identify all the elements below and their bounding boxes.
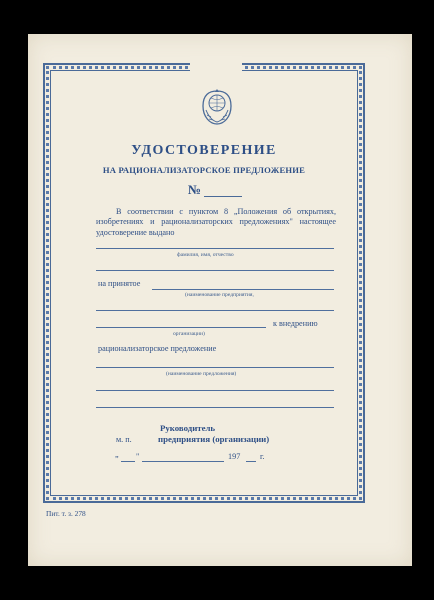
- organization-line: [96, 327, 266, 328]
- date-open-quote: „: [115, 450, 119, 459]
- number-sign: №: [188, 182, 202, 197]
- state-emblem-icon: [198, 86, 236, 128]
- year-line: [246, 461, 256, 462]
- caption-name: фамилия, имя, отчество: [177, 252, 234, 258]
- caption-organization: организации): [173, 331, 205, 337]
- label-at-enterprise: на принятое: [98, 279, 141, 288]
- year-prefix: 197: [228, 452, 241, 461]
- label-proposal: рационализаторское предложение: [98, 344, 217, 353]
- head-title: Руководитель: [160, 423, 216, 433]
- caption-proposal: (наименование предложения): [166, 371, 237, 377]
- number-field-line: [204, 196, 242, 197]
- proposal-line: [96, 367, 334, 368]
- enterprise-line-2: [96, 310, 334, 311]
- enterprise-line: [152, 289, 334, 290]
- caption-enterprise: (наименование предприятия,: [185, 292, 254, 298]
- date-close-quote: ": [136, 452, 140, 461]
- recipient-name-line: [96, 248, 334, 249]
- label-to-introduce: к внедрению: [273, 319, 318, 328]
- head-organization: предприятия (организации): [158, 434, 270, 444]
- recipient-name-line-2: [96, 270, 334, 271]
- date-month-line: [142, 461, 224, 462]
- print-mark: Пит. т. з. 278: [46, 509, 86, 518]
- certificate-title: УДОСТОВЕРЕНИЕ: [131, 143, 277, 158]
- certificate-subtitle: НА РАЦИОНАЛИЗАТОРСКОЕ ПРЕДЛОЖЕНИЕ: [102, 165, 306, 175]
- seal-abbr: м. п.: [116, 435, 132, 444]
- year-suffix: г.: [260, 452, 265, 461]
- certificate-body-text: В соответствии с пунктом 8 „Положения об открытиях, изобретениях и рационализаторских предложениях" настоящее удостоверение выдано: [96, 207, 336, 237]
- date-day-line: [121, 461, 135, 462]
- proposal-line-2: [96, 390, 334, 391]
- emblem-gap: [190, 56, 242, 82]
- proposal-line-3: [96, 407, 334, 408]
